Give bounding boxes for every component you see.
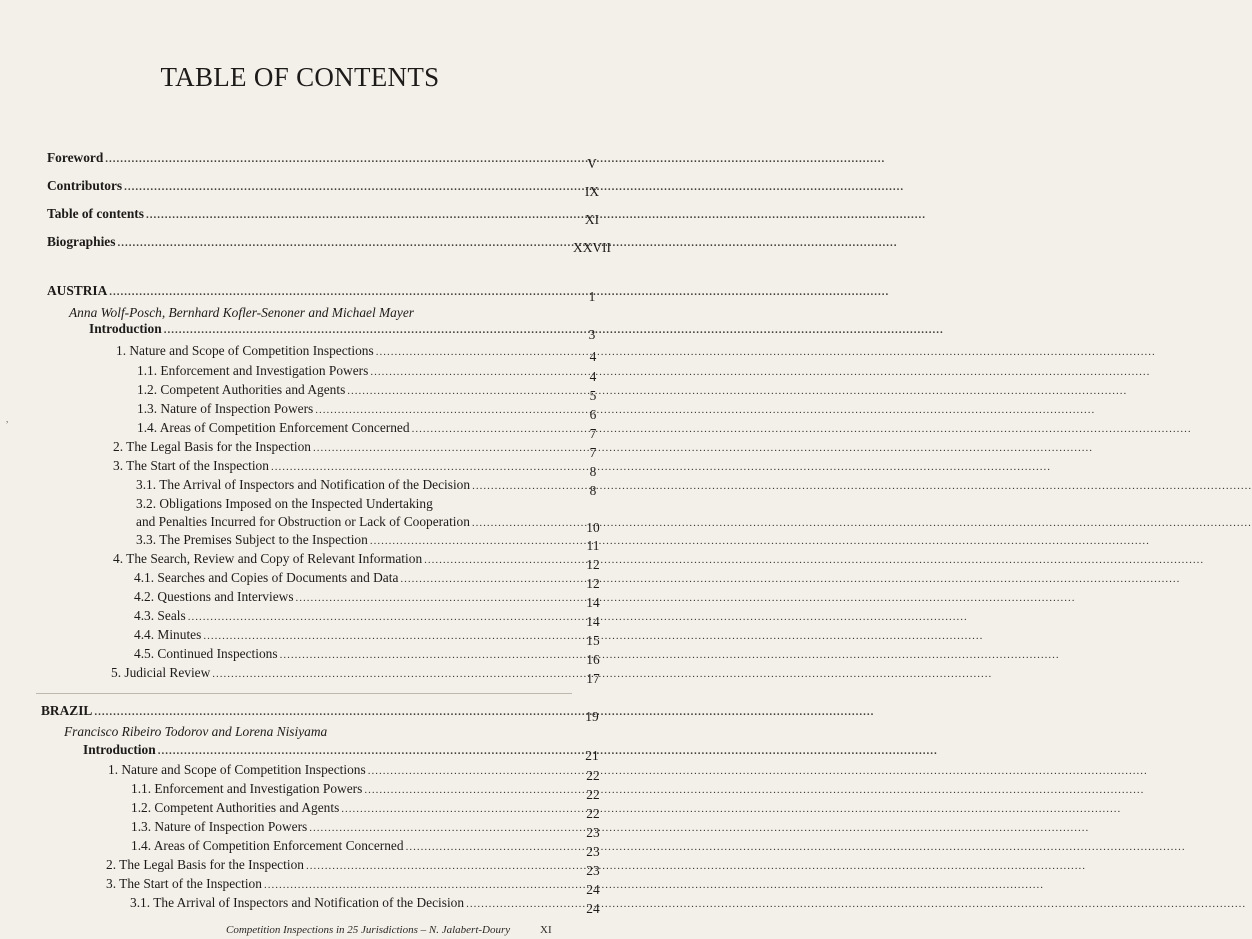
entry-label: 2. The Legal Basis for the Inspection [113, 439, 311, 454]
leader-dots [296, 590, 1076, 606]
entry-label: Introduction [83, 742, 156, 757]
entry-label: 1.1. Enforcement and Investigation Powers [131, 781, 363, 796]
authors-austria: Anna Wolf-Posch, Bernhard Kofler-Senoner and Michael Mayer [69, 305, 414, 320]
toc-entry[interactable] [134, 570, 600, 591]
toc-entry[interactable] [106, 876, 600, 897]
entry-label-line1: 3.2. Obligations Imposed on the Inspected Undertaking [136, 496, 433, 511]
leader-dots [280, 647, 1060, 663]
toc-entry[interactable] [108, 762, 600, 783]
entry-page: 15 [586, 633, 600, 648]
entry-page: 8 [589, 464, 597, 479]
entry-label: Table of contents [47, 206, 144, 221]
toc-entry-introduction[interactable] [89, 321, 596, 342]
entry-label: Introduction [89, 321, 162, 336]
footer-page-number: XI [540, 924, 552, 936]
entry-label: 1. Nature and Scope of Competition Inspections [108, 762, 366, 777]
leader-dots [164, 322, 944, 338]
entry-page: 4 [589, 369, 597, 384]
leader-dots [406, 839, 1186, 855]
toc-entry[interactable] [111, 665, 600, 686]
leader-dots [347, 383, 1127, 399]
entry-label: 1.4. Areas of Competition Enforcement Concerned [131, 838, 404, 853]
entry-page: V [587, 156, 597, 171]
toc-entry[interactable] [136, 477, 597, 498]
entry-page: 3 [588, 327, 596, 342]
toc-entry[interactable] [137, 382, 597, 403]
footer-text: Competition Inspections in 25 Jurisdictions – N. Jalabert-Doury [226, 924, 511, 936]
entry-label: 3.1. The Arrival of Inspectors and Notification of the Decision [130, 895, 465, 910]
leader-dots [124, 179, 904, 195]
entry-label: Biographies [47, 234, 116, 249]
entry-page: 4 [589, 349, 597, 364]
entry-label: 1.3. Nature of Inspection Powers [131, 819, 308, 834]
toc-entry-introduction[interactable] [83, 742, 599, 763]
entry-label: 5. Judicial Review [111, 665, 211, 680]
leader-dots [109, 284, 889, 300]
entry-page: 16 [586, 652, 600, 667]
entry-label: 4. The Search, Review and Copy of Relevant Information [113, 551, 423, 566]
entry-page: 6 [589, 407, 597, 422]
toc-entry[interactable] [131, 838, 600, 859]
leader-dots [105, 151, 885, 167]
entry-page: 24 [586, 882, 600, 897]
toc-entry[interactable] [137, 420, 597, 441]
entry-page: 12 [586, 557, 600, 572]
toc-entry[interactable] [113, 458, 597, 479]
toc-entry[interactable] [130, 895, 600, 916]
entry-page: 24 [586, 901, 600, 916]
toc-entry[interactable] [106, 857, 600, 878]
entry-page: 10 [586, 520, 600, 535]
entry-page: 11 [586, 538, 600, 553]
toc-entry-biographies[interactable] [47, 234, 611, 255]
entry-label: 1. Nature and Scope of Competition Inspections [116, 343, 374, 358]
entry-page: 23 [586, 825, 600, 840]
leader-dots [368, 763, 1148, 779]
leader-dots [117, 235, 897, 251]
entry-label: 4.2. Questions and Interviews [134, 589, 294, 604]
leader-dots [315, 402, 1095, 418]
entry-label: 1.2. Competent Authorities and Agents [137, 382, 346, 397]
entry-page: 19 [585, 709, 599, 724]
toc-entry[interactable] [131, 800, 600, 821]
section-divider [36, 693, 572, 694]
entry-label: and Penalties Incurred for Obstruction or Lack of Cooperation [136, 514, 470, 529]
toc-entry[interactable] [134, 608, 600, 629]
leader-dots [412, 421, 1192, 437]
entry-label: 3.1. The Arrival of Inspectors and Notification of the Decision [136, 477, 471, 492]
toc-entry[interactable] [113, 551, 600, 572]
authors-brazil: Francisco Ribeiro Todorov and Lorena Nisiyama [64, 724, 328, 739]
toc-entry[interactable] [113, 439, 597, 460]
leader-dots [306, 858, 1086, 874]
entry-page: 23 [586, 863, 600, 878]
toc-country-austria[interactable] [47, 283, 596, 304]
entry-label: 4.1. Searches and Copies of Documents and Data [134, 570, 399, 585]
entry-page: 21 [585, 748, 599, 763]
leader-dots [94, 704, 874, 720]
entry-page: 8 [589, 483, 597, 498]
toc-entry[interactable] [136, 514, 600, 535]
entry-page: XI [584, 212, 600, 227]
toc-entry[interactable] [134, 589, 600, 610]
leader-dots [264, 877, 1044, 893]
entry-page: 7 [589, 445, 597, 460]
country-label: AUSTRIA [47, 283, 108, 298]
country-label: BRAZIL [41, 703, 93, 718]
entry-label: 1.2. Competent Authorities and Agents [131, 800, 340, 815]
toc-entry[interactable] [116, 343, 597, 364]
leader-dots [370, 364, 1150, 380]
entry-label: Contributors [47, 178, 123, 193]
entry-page: 17 [586, 671, 600, 686]
entry-page: IX [584, 184, 600, 199]
entry-page: 7 [589, 426, 597, 441]
entry-page: 14 [586, 595, 600, 610]
entry-label: 4.4. Minutes [134, 627, 202, 642]
entry-label: 3. The Start of the Inspection [106, 876, 262, 891]
leader-dots [424, 552, 1204, 568]
toc-country-brazil[interactable] [41, 703, 599, 724]
entry-page: 22 [586, 806, 600, 821]
toc-entry[interactable] [136, 532, 600, 553]
leader-dots [376, 344, 1156, 360]
page-title: TABLE OF CONTENTS [160, 62, 440, 92]
entry-page: 14 [586, 614, 600, 629]
leader-dots [271, 459, 1051, 475]
leader-dots [341, 801, 1121, 817]
entry-page: 22 [586, 787, 600, 802]
leader-dots [158, 743, 938, 759]
entry-label: 1.4. Areas of Competition Enforcement Concerned [137, 420, 410, 435]
toc-entry[interactable] [131, 819, 600, 840]
entry-label: Foreword [47, 150, 104, 165]
leader-dots [146, 207, 926, 223]
leader-dots [364, 782, 1144, 798]
entry-label: 3.3. The Premises Subject to the Inspection [136, 532, 368, 547]
toc-entry-contributors[interactable] [47, 178, 600, 199]
leader-dots [400, 571, 1180, 587]
leader-dots [309, 820, 1089, 836]
entry-page: 1 [588, 289, 596, 304]
toc-entry[interactable] [131, 781, 600, 802]
entry-label: 4.5. Continued Inspections [134, 646, 278, 661]
toc-entry-foreword[interactable] [47, 150, 597, 171]
toc-entry[interactable] [137, 363, 597, 384]
entry-label: 4.3. Seals [134, 608, 186, 623]
toc-entry[interactable] [134, 646, 600, 667]
entry-page: 5 [589, 388, 597, 403]
scan-mark: , [6, 414, 9, 424]
entry-label: 2. The Legal Basis for the Inspection [106, 857, 304, 872]
entry-label: 1.1. Enforcement and Investigation Powers [137, 363, 369, 378]
entry-page: 22 [586, 768, 600, 783]
entry-page: 12 [586, 576, 600, 591]
toc-entry-table-of-contents[interactable] [47, 206, 600, 227]
entry-label: 3. The Start of the Inspection [113, 458, 269, 473]
entry-page: XXVII [573, 240, 611, 255]
leader-dots [370, 533, 1150, 549]
leader-dots [313, 440, 1093, 456]
entry-label: 1.3. Nature of Inspection Powers [137, 401, 314, 416]
toc-entry[interactable] [137, 401, 597, 422]
toc-entry[interactable] [134, 627, 600, 648]
entry-page: 23 [586, 844, 600, 859]
